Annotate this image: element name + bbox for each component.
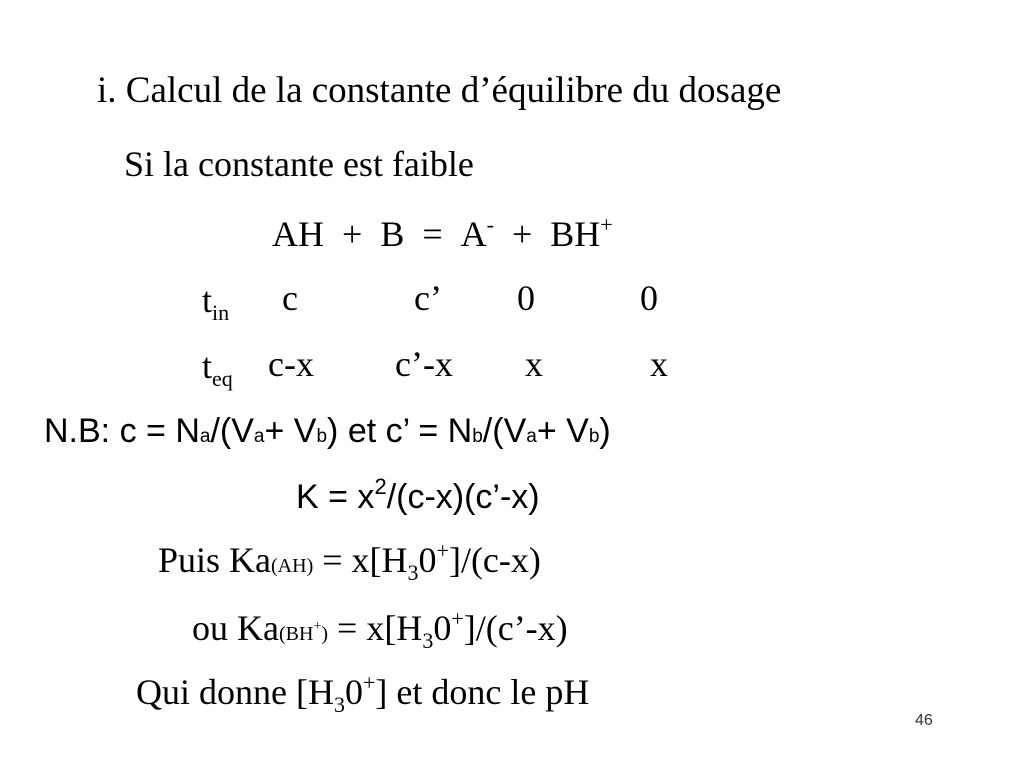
reactant-b: B <box>380 214 405 254</box>
product-bh-charge: + <box>600 212 613 237</box>
cell-eq-bh: x <box>650 344 668 384</box>
condition-text: Si la constante est faible <box>124 144 474 184</box>
row-equilibrium-label: $t_{eq}$ <box>202 346 233 391</box>
conclusion-text: Qui donne $[H_30^+]$ et donc le pH <box>136 670 590 717</box>
cell-initial-bh: 0 <box>640 278 658 318</box>
plus-sign: + <box>342 214 363 254</box>
reactant-ah: AH <box>272 214 324 254</box>
ka-ah-expression: Puis $Ka(AH) = x[H_30^+]/(c-x)$ <box>158 538 541 585</box>
product-bh: BH <box>550 214 601 254</box>
product-a-charge: - <box>486 212 494 237</box>
row-initial-label: $t_{in}$ <box>202 280 230 325</box>
plus-sign: + <box>511 214 533 254</box>
page-number: 46 <box>915 712 933 729</box>
reaction-equation <box>272 214 613 252</box>
cell-eq-a: x <box>525 344 543 384</box>
cell-initial-b: c’ <box>414 278 442 318</box>
nb-note: N.B: c = Na/(Va+ Vb) et c’ = Nb/(Va+ Vb) <box>44 412 611 450</box>
ka-bh-expression: ou $Ka(BH^+) = x[H_30^+]/(c’-x)$ <box>192 606 568 653</box>
cell-initial-a: 0 <box>517 278 535 318</box>
equals-sign: = <box>422 214 443 254</box>
product-a: A <box>460 214 487 254</box>
cell-eq-ah: c-x <box>268 344 314 384</box>
cell-eq-b: c’-x <box>395 344 453 384</box>
slide-title: i. Calcul de la constante d’équilibre du dosage <box>97 70 782 111</box>
k-expression: $K = x^2/(c-x)(c’-x)$ <box>296 474 540 516</box>
cell-initial-ah: c <box>282 278 298 318</box>
